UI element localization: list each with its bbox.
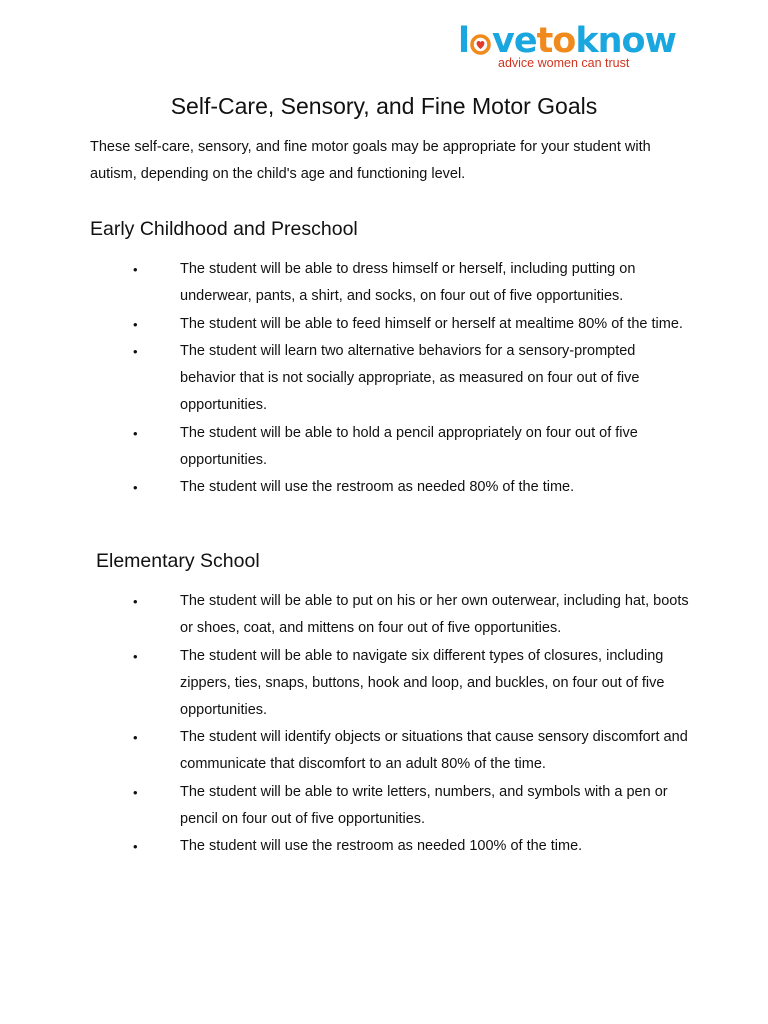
heart-icon	[470, 31, 491, 55]
intro-paragraph: These self-care, sensory, and fine motor goals may be appropriate for your student with autism, depending on the child's age and functioning level.	[90, 139, 651, 182]
goal-list-item	[0, 338, 690, 419]
goal-text: The student will be able to hold a pencil appropriately on four out of five opportunities.	[180, 424, 638, 468]
bullet-icon: •	[133, 730, 138, 745]
logo-wordmark	[458, 22, 676, 60]
bullet-icon: •	[133, 648, 138, 664]
goal-text: The student will identify objects or situations that cause sensory discomfort and communicate that discomfort to an adult 80% of the time.	[180, 729, 688, 772]
section-heading-elementary-school: Elementary School	[96, 550, 260, 572]
logo-letter-l: l	[458, 21, 469, 61]
bullet-icon: •	[133, 784, 138, 800]
logo-letters-to: to	[536, 21, 576, 61]
bullet-icon: •	[133, 839, 138, 854]
goal-list-item	[0, 779, 690, 833]
goal-text: The student will use the restroom as needed 100% of the time.	[180, 838, 583, 854]
logo-letters-know: know	[575, 21, 676, 61]
elementary-goal-list	[0, 588, 768, 861]
goal-text: The student will be able to feed himself or herself at mealtime 80% of the time.	[180, 315, 683, 332]
section-heading-early-childhood: Early Childhood and Preschool	[90, 218, 358, 240]
goal-list-item	[0, 724, 690, 778]
goal-list-item	[0, 420, 690, 474]
bullet-icon: •	[133, 425, 138, 441]
bullet-icon: •	[133, 480, 138, 495]
goal-list-item	[0, 311, 690, 338]
goal-list-item	[0, 256, 690, 310]
logo-letters-ve: ve	[492, 21, 537, 61]
goal-text: The student will be able to write letters, numbers, and symbols with a pen or pencil on four out of five opportunities.	[180, 783, 668, 827]
bullet-icon: •	[133, 262, 138, 277]
logo-tagline: advice women can trust	[498, 56, 630, 70]
bullet-icon: •	[133, 594, 138, 609]
goal-text: The student will learn two alternative behaviors for a sensory-prompted behavior that is not socially appropriate, as measured on four out of five opportunities.	[180, 343, 640, 413]
goal-list-item	[0, 643, 690, 724]
goal-text: The student will be able to dress himself or herself, including putting on underwear, pants, a shirt, and socks, on four out of five opportunities.	[180, 261, 636, 304]
goal-text: The student will use the restroom as needed 80% of the time.	[180, 479, 575, 495]
bullet-icon: •	[133, 344, 138, 359]
lovetoknow-logo	[458, 22, 678, 74]
goal-list-item	[0, 474, 690, 501]
bullet-icon: •	[133, 316, 138, 332]
document-title: Self-Care, Sensory, and Fine Motor Goals	[170, 93, 598, 119]
goal-list-item	[0, 833, 690, 860]
goal-text: The student will be able to put on his or her own outerwear, including hat, boots or shoes, coat, and mittens on four out of five opportunities.	[180, 593, 689, 636]
goal-list-item	[0, 588, 690, 642]
goal-text: The student will be able to navigate six different types of closures, including zippers, ties, snaps, buttons, hook and loop, and buckles, on four out of five opportunities.	[180, 647, 665, 718]
early-childhood-goal-list	[0, 256, 768, 502]
